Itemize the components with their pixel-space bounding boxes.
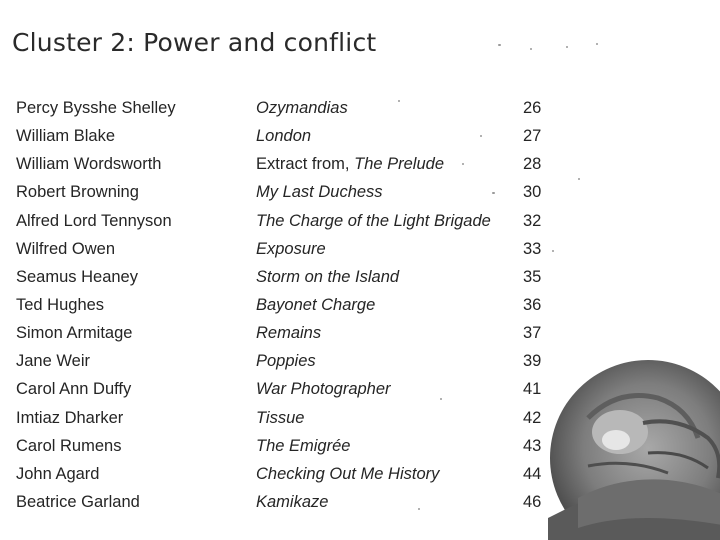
- poem-title: Kamikaze: [256, 492, 329, 511]
- poem-title: My Last Duchess: [256, 183, 383, 202]
- poem-title-prefix: Extract from,: [256, 155, 355, 174]
- poet-name: Carol Rumens: [16, 436, 122, 455]
- page-number: 46: [523, 492, 542, 511]
- contents-row: [0, 122, 720, 150]
- scan-speck: [440, 398, 442, 400]
- contents-row: [0, 319, 720, 347]
- poem-title: London: [256, 127, 312, 146]
- page-number: 35: [523, 267, 542, 286]
- scan-speck: [530, 48, 532, 50]
- poem-title: Remains: [256, 324, 322, 343]
- page-number: 32: [523, 211, 542, 230]
- poem-title: The Charge of the Light Brigade: [256, 211, 491, 230]
- poet-name: William Wordsworth: [16, 155, 162, 174]
- scan-speck: [552, 250, 554, 252]
- page-number: 41: [523, 380, 542, 399]
- scan-speck: [418, 508, 420, 510]
- page-number: 39: [523, 352, 542, 371]
- scan-speck: [578, 178, 580, 180]
- poet-name: William Blake: [16, 127, 116, 146]
- poem-title: Ozymandias: [256, 99, 348, 117]
- scan-speck: [398, 100, 400, 102]
- page-title: Cluster 2: Power and conflict: [12, 28, 377, 57]
- scan-speck: [596, 43, 598, 45]
- page-number: 44: [523, 464, 542, 483]
- page-number: 26: [523, 99, 542, 117]
- page-number: 42: [523, 408, 542, 427]
- poet-name: Simon Armitage: [16, 324, 133, 343]
- poet-name: Ted Hughes: [16, 295, 105, 314]
- poem-title: The Emigrée: [256, 436, 351, 455]
- page-number: 28: [523, 155, 542, 174]
- poet-name: Carol Ann Duffy: [16, 380, 132, 399]
- poet-name: Percy Bysshe Shelley: [16, 99, 176, 117]
- scan-speck: [462, 163, 464, 165]
- contents-row: [0, 291, 720, 319]
- poem-title: The Prelude: [354, 155, 444, 174]
- poet-name: Wilfred Owen: [16, 239, 116, 258]
- poet-name: Robert Browning: [16, 183, 139, 202]
- poet-name: Jane Weir: [16, 352, 90, 371]
- poet-name: Beatrice Garland: [16, 492, 140, 511]
- contents-row: [0, 94, 720, 122]
- page-number: 27: [523, 127, 542, 146]
- page-number: 43: [523, 436, 542, 455]
- poet-name: Alfred Lord Tennyson: [16, 211, 172, 230]
- page-number: 37: [523, 324, 542, 343]
- poem-title: Exposure: [256, 239, 326, 258]
- poem-title: Storm on the Island: [256, 267, 400, 286]
- poem-title: Poppies: [256, 352, 316, 371]
- contents-row: [0, 178, 720, 206]
- scan-speck: [566, 46, 568, 48]
- contents-row: [0, 263, 720, 291]
- page-number: 33: [523, 239, 542, 258]
- poem-title: Bayonet Charge: [256, 295, 376, 314]
- poem-title: War Photographer: [256, 380, 391, 399]
- poem-title: Tissue: [256, 408, 305, 427]
- poet-name: John Agard: [16, 464, 100, 483]
- contents-row: [0, 150, 720, 178]
- contents-row: [0, 207, 720, 235]
- poet-name: Imtiaz Dharker: [16, 408, 124, 427]
- page-number: 30: [523, 183, 542, 202]
- page-number: 36: [523, 295, 542, 314]
- poet-name: Seamus Heaney: [16, 267, 138, 286]
- contents-row: [0, 235, 720, 263]
- scan-speck: [492, 192, 495, 194]
- scan-speck: [480, 135, 482, 137]
- clenched-fist-photo: [548, 358, 720, 540]
- poem-title-with-prefix: [256, 154, 444, 174]
- scan-speck: [498, 44, 501, 46]
- poem-title: Checking Out Me History: [256, 464, 440, 483]
